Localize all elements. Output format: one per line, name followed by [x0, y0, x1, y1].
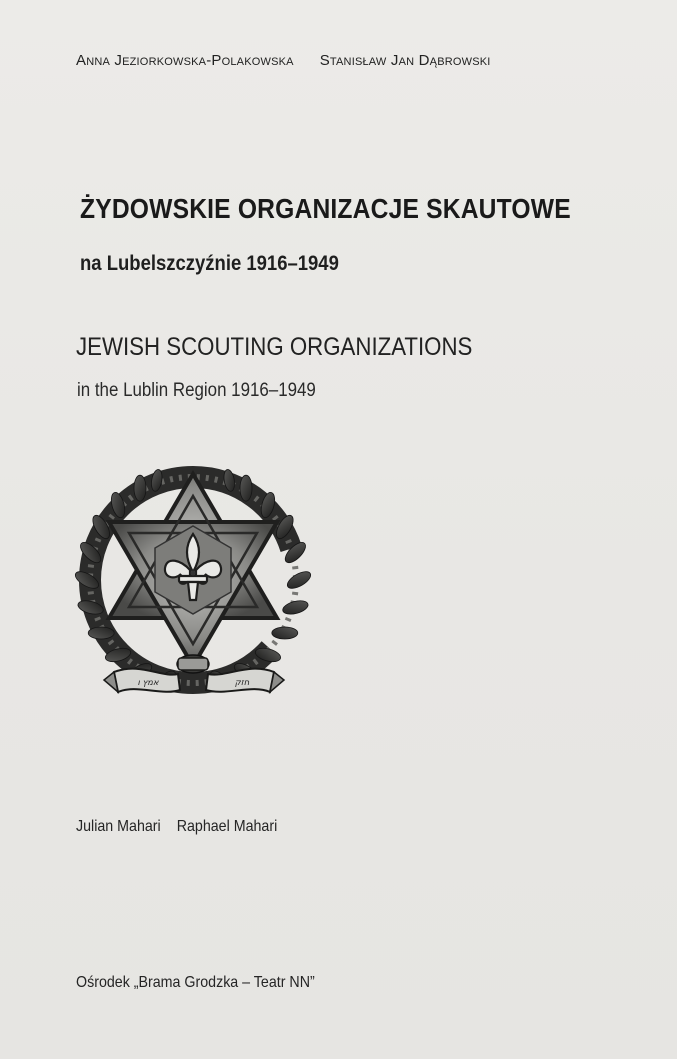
english-subtitle: in the Lublin Region 1916–1949 [77, 380, 316, 401]
ribbon-text: חזק [234, 678, 250, 688]
english-title: JEWISH SCOUTING ORGANIZATIONS [76, 333, 473, 361]
polish-title: ŻYDOWSKIE ORGANIZACJE SKAUTOWE [80, 193, 571, 224]
author-name: Anna Jeziorkowska-Polakowska [76, 52, 294, 69]
publisher-name: Ośrodek „Brama Grodzka – Teatr NN” [76, 974, 315, 991]
english-authors [76, 818, 293, 836]
author-name: Julian Mahari [76, 818, 161, 835]
polish-subtitle: na Lubelszczyźnie 1916–1949 [80, 252, 339, 275]
star-of-david-fleur-de-lis-wreath-badge-icon [70, 452, 316, 708]
author-name: Stanisław Jan Dąbrowski [319, 52, 491, 69]
polish-authors [76, 52, 517, 69]
ribbon-text: אמץ ו [137, 678, 159, 688]
author-name: Raphael Mahari [176, 818, 278, 835]
